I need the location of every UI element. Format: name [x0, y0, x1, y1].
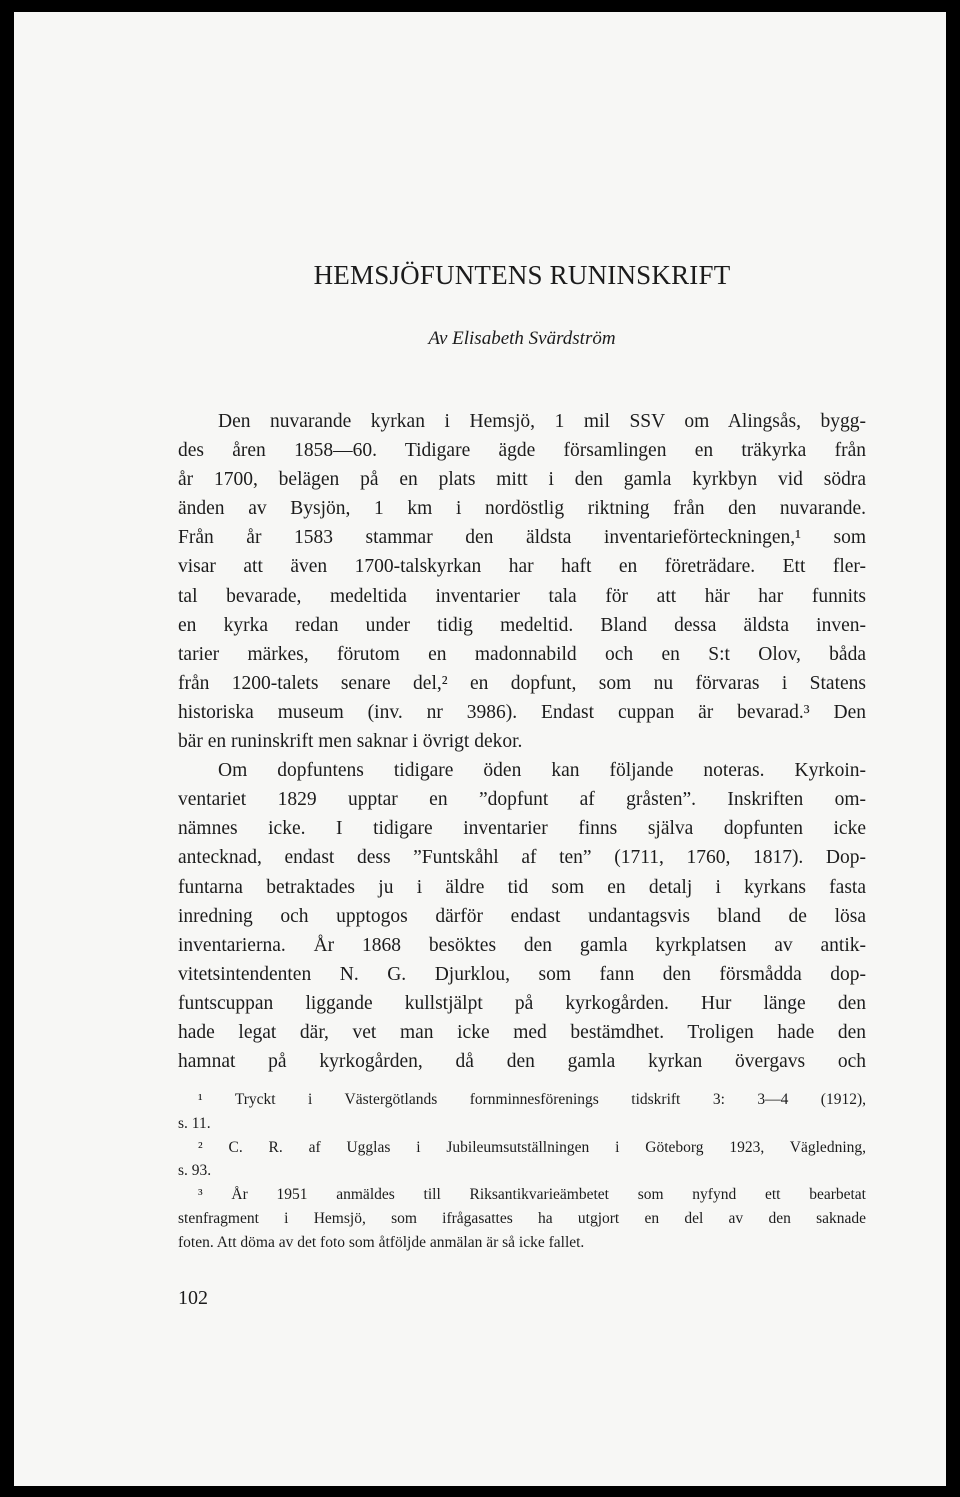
body-line: tal bevarade, medeltida inventarier tala för att här har funnits [178, 585, 866, 607]
body-line: nämnes icke. I tidigare inventarier finns själva dopfunten icke [178, 818, 866, 840]
footnote-line: s. 93. [178, 1162, 212, 1180]
footnote-line: s. 11. [178, 1114, 211, 1132]
page-sheet [14, 12, 946, 1486]
body-line: historiska museum (inv. nr 3986). Endast cuppan är bevarad.³ Den [178, 701, 866, 723]
body-line: hamnat på kyrkogården, då den gamla kyrkan övergavs och [178, 1051, 866, 1073]
body-line: inredning och upptogos därför endast undantagsvis bland de lösa [178, 905, 866, 927]
body-line: des åren 1858—60. Tidigare ägde församlingen en träkyrka från [178, 440, 866, 462]
body-line: funtarna betraktades ju i äldre tid som en detalj i kyrkans fasta [178, 876, 866, 898]
body-line: Om dopfuntens tidigare öden kan följande noteras. Kyrkoin- [218, 760, 866, 782]
body-line: Den nuvarande kyrkan i Hemsjö, 1 mil SSV om Alingsås, bygg- [218, 411, 866, 432]
body-line: visar att även 1700-talskyrkan har haft en företrädare. Ett fler- [178, 556, 866, 578]
body-line: bär en runinskrift men saknar i övrigt dekor. [178, 731, 523, 753]
footnote-line: stenfragment i Hemsjö, som ifrågasattes ha utgjort en del av den saknade [178, 1209, 866, 1227]
article-body [178, 407, 866, 1076]
footnotes [178, 1088, 866, 1255]
body-line: en kyrka redan under tidig medeltid. Bland dessa äldsta inven- [178, 614, 866, 636]
body-line: Från år 1583 stammar den äldsta inventarieförteckningen,¹ som [178, 527, 866, 549]
body-line: funtscuppan liggande kullstjälpt på kyrkogården. Hur länge den [178, 992, 866, 1014]
article-author: Av Elisabeth Svärdström [428, 328, 616, 349]
article-title: HEMSJÖFUNTENS RUNINSKRIFT [313, 260, 731, 290]
body-line: änden av Bysjön, 1 km i nordöstlig riktning från den nuvarande. [178, 498, 866, 520]
body-line: tarier märkes, förutom en madonnabild och en S:t Olov, båda [178, 643, 866, 665]
body-line: vitetsintendenten N. G. Djurklou, som fann den försmådda dop- [178, 963, 866, 985]
footnote-line: ² C. R. af Ugglas i Jubileumsutställningen i Göteborg 1923, Vägledning, [198, 1138, 866, 1156]
page-number: 102 [178, 1287, 208, 1309]
body-line: från 1200-talets senare del,² en dopfunt, som nu förvaras i Statens [178, 672, 866, 694]
body-line: hade legat där, vet man icke med bestämdhet. Troligen hade den [178, 1021, 866, 1043]
body-line: år 1700, belägen på en plats mitt i den gamla kyrkbyn vid södra [178, 469, 866, 491]
footnote-line: ¹ Tryckt i Västergötlands fornminnesförenings tidskrift 3: 3—4 (1912), [198, 1091, 866, 1108]
body-line: inventarierna. År 1868 besöktes den gamla kyrkplatsen av antik- [178, 934, 866, 956]
footnote-line: ³ År 1951 anmäldes till Riksantikvarieämbetet som nyfynd ett bearbetat [198, 1186, 866, 1204]
footnote-line: foten. Att döma av det foto som åtföljde anmälan är så icke fallet. [178, 1233, 585, 1251]
body-line: ventariet 1829 upptar en ”dopfunt af gråsten”. Inskriften om- [178, 789, 866, 811]
body-line: antecknad, endast dess ”Funtskåhl af ten” (1711, 1760, 1817). Dop- [178, 847, 866, 869]
